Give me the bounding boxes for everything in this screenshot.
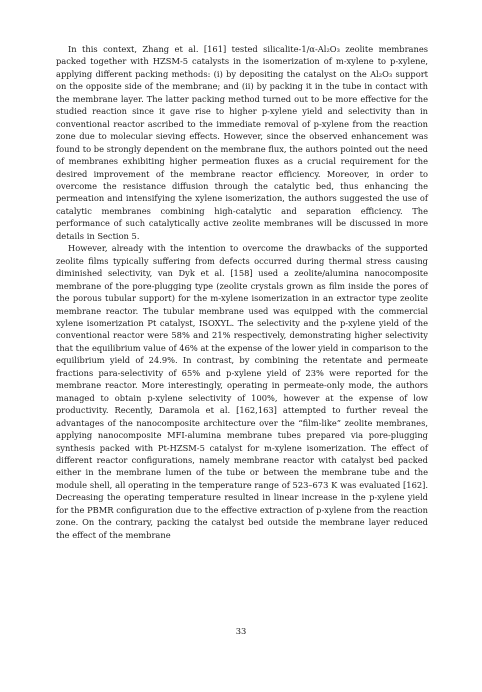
page-number: 33	[235, 626, 247, 636]
document-body	[56, 43, 428, 541]
paragraph-1: In this context, Zhang et al. [161] tested silicalite-1/α-Al₂O₃ zeolite membranes packed together with HZSM-5 catalysts in the isomerization of m-xylene to p-xylene, applying different packing methods: (i) by depositing the catalyst on the Al₂O₃ support on the opposite side of the membrane; and (ii) by packing it in the tube in contact with the membrane layer. The latter packing method turned out to be more effective for the studied reaction since it gave rise to higher p-xylene yield and selectivity than in conventional reactor ascribed to the immediate removal of p-xylene from the reaction zone due to molecular sieving effects. However, since the observed enhancement was found to be strongly dependent on the membrane flux, the authors pointed out the need of membranes exhibiting higher permeation fluxes as a crucial requirement for the desired improvement of the membrane reactor efficiency. Moreover, in order to overcome the resistance diffusion through the catalytic bed, thus enhancing the permeation and intensifying the xylene isomerization, the authors suggested the use of catalytic membranes combining high-catalytic and separation efficiency. The performance of such catalytically active zeolite membranes will be discussed in more details in Section 5.	[56, 44, 428, 241]
paragraph-2: However, already with the intention to overcome the drawbacks of the supported zeolite films typically suffering from defects occurred during thermal stress causing diminished selectivity, van Dyk et al. [158] used a zeolite/alumina nanocomposite membrane of the pore-plugging type (zeolite crystals grown as film inside the pores of the porous tubular support) for the m-xylene isomerization in an extractor type zeolite membrane reactor. The tubular membrane used was equipped with the commercial xylene isomerization Pt catalyst, ISOXYL. The selectivity and the p-xylene yield of the conventional reactor were 58% and 21% respectively, demonstrating higher selectivity that the equilibrium value of 46% at the expense of the lower yield in comparison to the equilibrium yield of 24.9%. In contrast, by combining the retentate and permeate fractions para-selectivity of 65% and p-xylene yield of 23% were reported for the membrane reactor. More interestingly, operating in permeate-only mode, the authors managed to obtain p-xylene selectivity of 100%, however at the expense of low productivity. Recently, Daramola et al. [162,163] attempted to further reveal the advantages of the nanocomposite architecture over the “film-like” zeolite membranes, applying nanocomposite MFI-alumina membrane tubes prepared via pore-plugging synthesis packed with Pt-HZSM-5 catalyst for m-xylene isomerization. The effect of different reactor configurations, namely membrane reactor with catalyst bed packed either in the membrane lumen of the tube or between the membrane tube and the module shell, all operating in the temperature range of 523–673 K was evaluated [162]. Decreasing the operating temperature resulted in linear increase in the p-xylene yield for the PBMR configuration due to the effective extraction of p-xylene from the reaction zone. On the contrary, packing the catalyst bed outside the membrane layer reduced the effect of the membrane	[56, 243, 428, 540]
